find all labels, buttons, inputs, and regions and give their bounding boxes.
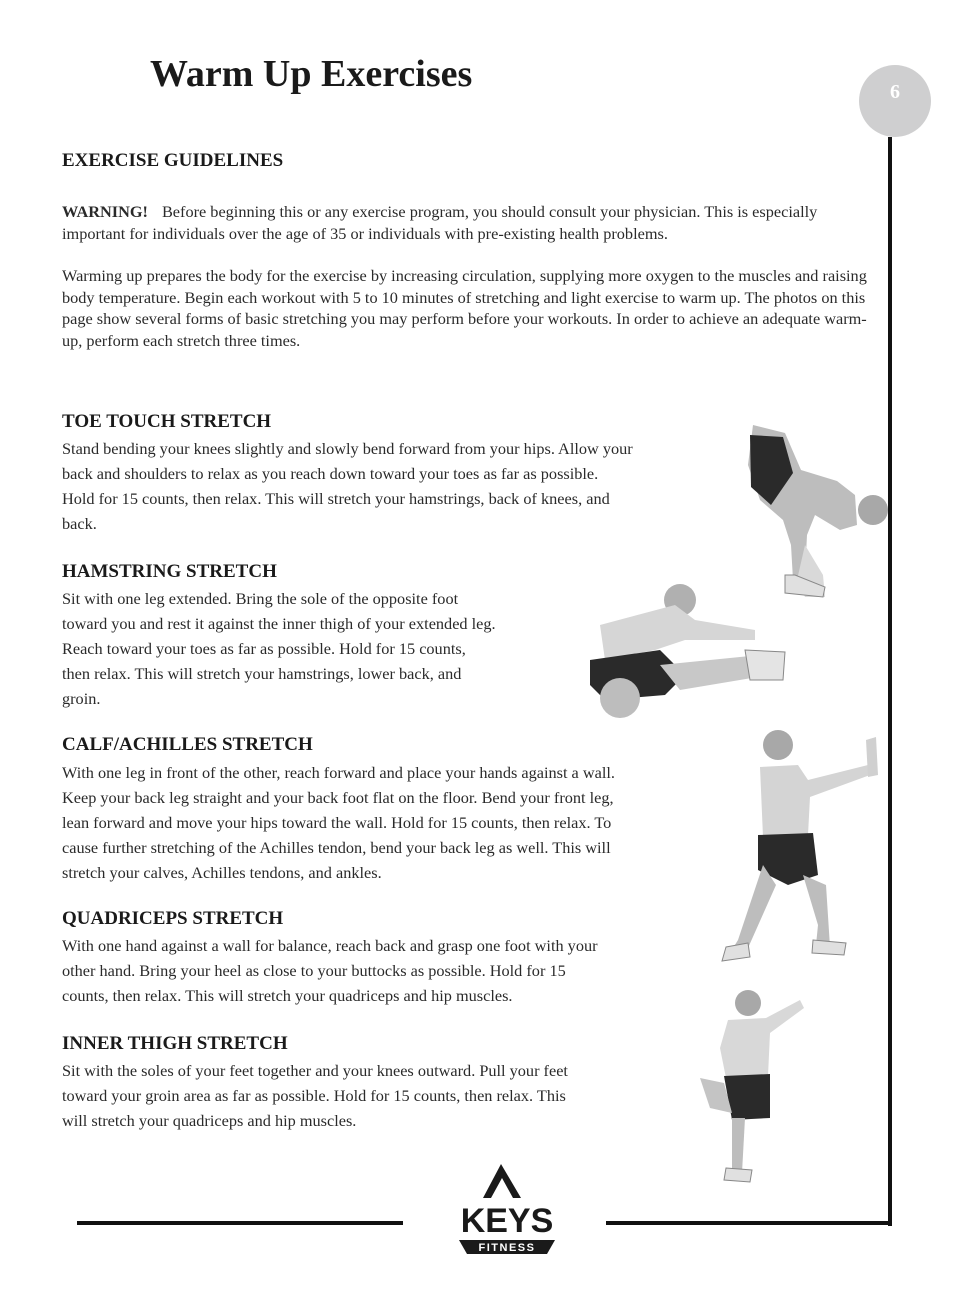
toe-touch-heading: TOE TOUCH STRETCH bbox=[62, 411, 272, 432]
text-line: With one hand against a wall for balance, reach back and grasp one foot with your bbox=[62, 936, 598, 955]
inner-thigh-text bbox=[62, 1058, 568, 1133]
logo-brand-text: KEYS bbox=[460, 1202, 554, 1240]
right-border-rule bbox=[888, 137, 892, 1226]
text-line: Hold for 15 counts, then relax. This will stretch your hamstrings, back of knees, and bbox=[62, 489, 610, 508]
text-line: stretch your calves, Achilles tendons, and ankles. bbox=[62, 863, 382, 882]
intro-paragraph: Warming up prepares the body for the exercise by increasing circulation, supplying more oxygen to the muscles and raising body temperature. Begin each workout with 5 to 10 minutes of stretching and light exercise to warm up. The photos on this page show several forms of basic stretching you may perform before your workouts. In order to achieve an adequate warm-up, perform each stretch three times. bbox=[62, 266, 867, 350]
inner-thigh-heading: INNER THIGH STRETCH bbox=[62, 1033, 288, 1054]
text-line: cause further stretching of the Achilles tendon, bend your back leg as well. This will bbox=[62, 838, 611, 857]
page-number: 6 bbox=[890, 80, 900, 103]
footer-rule-right bbox=[606, 1221, 892, 1225]
text-line: then relax. This will stretch your hamstrings, lower back, and bbox=[62, 664, 462, 683]
footer-rule-left bbox=[77, 1221, 403, 1225]
text-line: Sit with one leg extended. Bring the sole of the opposite foot bbox=[62, 589, 459, 608]
text-line: lean forward and move your hips toward the wall. Hold for 15 counts, then relax. To bbox=[62, 813, 612, 832]
hamstring-photo bbox=[585, 580, 790, 720]
logo-sub-text: FITNESS bbox=[478, 1242, 536, 1254]
toe-touch-text bbox=[62, 436, 633, 536]
hamstring-heading: HAMSTRING STRETCH bbox=[62, 561, 277, 582]
text-line: counts, then relax. This will stretch your quadriceps and hip muscles. bbox=[62, 986, 513, 1005]
keys-fitness-logo bbox=[455, 1160, 559, 1256]
text-line: back and shoulders to relax as you reach down toward your toes as far as possible. bbox=[62, 464, 599, 483]
text-line: Stand bending your knees slightly and slowly bend forward from your hips. Allow your bbox=[62, 439, 633, 458]
guidelines-heading: EXERCISE GUIDELINES bbox=[62, 150, 284, 171]
page-title: Warm Up Exercises bbox=[150, 53, 473, 95]
text-line: will stretch your quadriceps and hip muscles. bbox=[62, 1111, 357, 1130]
text-line: Keep your back leg straight and your back foot flat on the floor. Bend your front leg, bbox=[62, 788, 614, 807]
page-number-badge bbox=[859, 65, 931, 137]
text-line: toward your groin area as far as possible. Hold for 15 counts, then relax. This bbox=[62, 1086, 566, 1105]
hamstring-text bbox=[62, 586, 496, 711]
quadriceps-photo bbox=[690, 988, 815, 1188]
toe-touch-photo bbox=[745, 425, 890, 600]
text-line: Sit with the soles of your feet together and your knees outward. Pull your feet bbox=[62, 1061, 568, 1080]
warning-label: WARNING! bbox=[62, 202, 148, 221]
text-line: other hand. Bring your heel as close to your buttocks as possible. Hold for 15 bbox=[62, 961, 566, 980]
text-line: toward you and rest it against the inner thigh of your extended leg. bbox=[62, 614, 496, 633]
calf-heading: CALF/ACHILLES STRETCH bbox=[62, 734, 313, 755]
text-line: back. bbox=[62, 514, 97, 533]
text-line: With one leg in front of the other, reach forward and place your hands against a wall. bbox=[62, 763, 615, 782]
calf-photo bbox=[718, 725, 883, 970]
text-line: Reach toward your toes as far as possible. Hold for 15 counts, bbox=[62, 639, 466, 658]
quadriceps-text bbox=[62, 933, 598, 1008]
warning-paragraph bbox=[62, 201, 882, 244]
calf-text bbox=[62, 760, 615, 885]
warning-text: Before beginning this or any exercise program, you should consult your physician. This is especially important for individuals over the age of 35 or individuals with pre-existing health problems. bbox=[62, 202, 818, 243]
quadriceps-heading: QUADRICEPS STRETCH bbox=[62, 908, 284, 929]
text-line: groin. bbox=[62, 689, 101, 708]
